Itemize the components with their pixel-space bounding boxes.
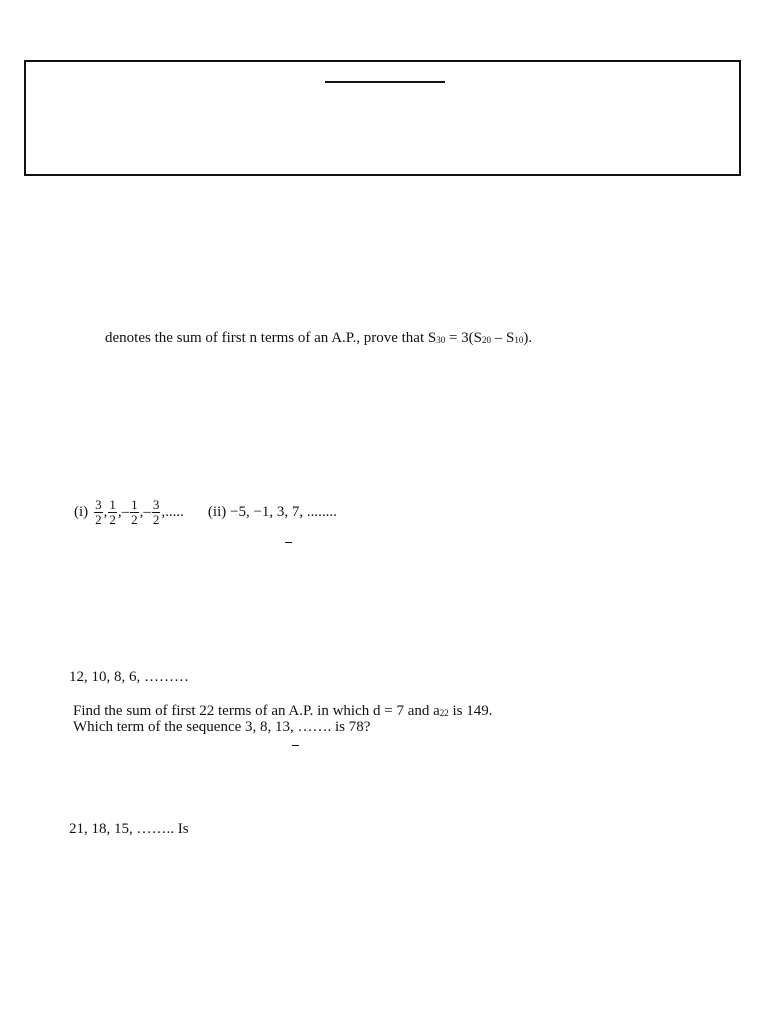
equation-end: ). bbox=[523, 330, 533, 346]
fraction-denominator: 2 bbox=[131, 512, 138, 527]
sequence-12-10-8-6: 12, 10, 8, 6, ……… bbox=[69, 669, 189, 685]
fraction-separator: , bbox=[117, 504, 122, 520]
fraction bbox=[130, 498, 139, 527]
stray-dash-mark bbox=[292, 745, 299, 746]
fraction-sequence bbox=[93, 498, 184, 527]
question-sn-proof bbox=[105, 329, 532, 349]
sequence-row bbox=[74, 498, 337, 527]
fraction-sign: – bbox=[143, 504, 151, 520]
fraction-numerator: 1 bbox=[131, 497, 138, 512]
fraction-numerator: 3 bbox=[152, 497, 160, 512]
fraction-separator: , bbox=[139, 504, 144, 520]
question-end: is 149. bbox=[448, 703, 493, 719]
part-i-label: (i) bbox=[74, 504, 89, 520]
fraction-separator: ,..... bbox=[161, 504, 184, 520]
subscript-22: 22 bbox=[439, 708, 449, 718]
fraction bbox=[152, 498, 161, 527]
part-ii-sequence: (ii) −5, −1, 3, 7, ........ bbox=[207, 504, 337, 520]
fraction-separator: , bbox=[103, 504, 108, 520]
question-text: Find the sum of first 22 terms of an A.P. in which d = 7 and a bbox=[73, 703, 440, 719]
fraction-denominator: 2 bbox=[109, 512, 116, 527]
stray-dash-mark bbox=[285, 542, 292, 543]
question-text: denotes the sum of first n terms of an A.P., prove that S bbox=[105, 330, 437, 346]
subscript-20: 20 bbox=[482, 335, 492, 345]
fraction-numerator: 1 bbox=[109, 497, 116, 512]
equation-mid: = 3(S bbox=[445, 330, 483, 346]
subscript-30: 30 bbox=[436, 335, 446, 345]
header-box bbox=[24, 60, 741, 176]
fraction-denominator: 2 bbox=[95, 512, 102, 527]
fraction bbox=[108, 498, 117, 527]
fraction bbox=[94, 498, 103, 527]
equation-minus: – S bbox=[491, 330, 515, 346]
fraction-numerator: 3 bbox=[95, 497, 102, 512]
sequence-21-18-15: 21, 18, 15, …….. Is bbox=[69, 821, 189, 837]
subscript-10: 10 bbox=[514, 335, 524, 345]
question-term-78: Which term of the sequence 3, 8, 13, ……. is 78? bbox=[73, 719, 371, 735]
header-title-underline bbox=[325, 81, 445, 83]
fraction-sign: – bbox=[121, 504, 130, 520]
fraction-denominator: 2 bbox=[152, 512, 160, 527]
